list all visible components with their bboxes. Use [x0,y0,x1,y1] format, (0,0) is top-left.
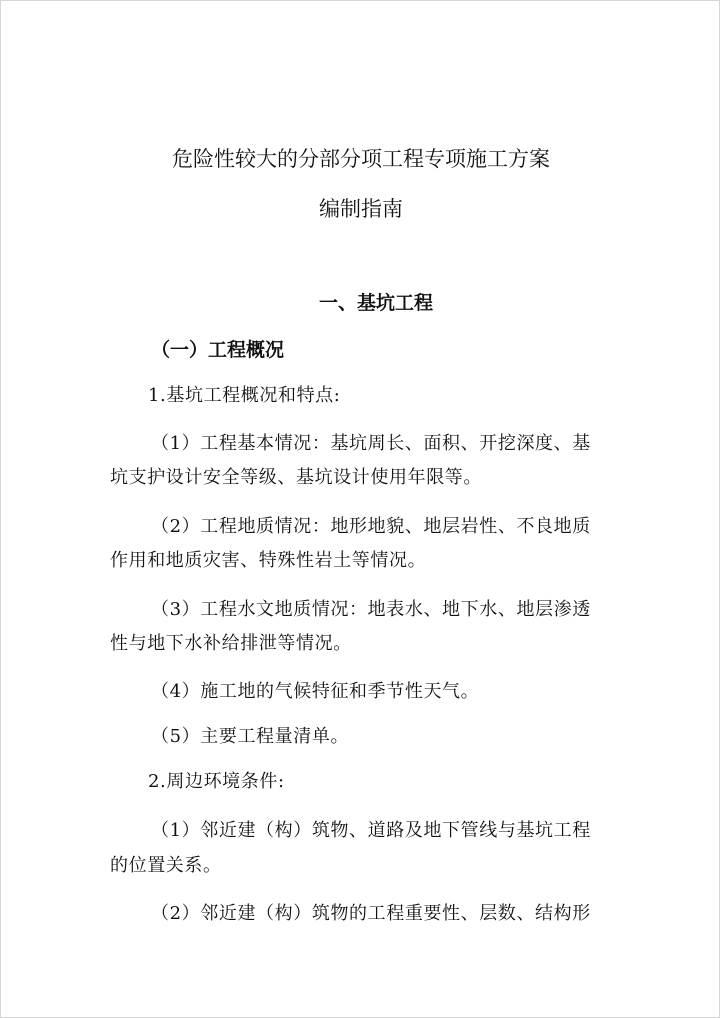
item-2-heading: 2.周边环境条件: [148,771,285,792]
section-heading-foundation-pit: 一、基坑工程 [319,292,434,314]
subsection-heading-overview: （一）工程概况 [151,339,285,361]
item-1-3-line-1: （3）工程水文地质情况：地表水、地下水、地层渗透 [151,599,591,620]
item-2-2-line-1: （2）邻近建（构）筑物的工程重要性、层数、结构形 [151,903,591,924]
item-1-2-line-2: 作用和地质灾害、特殊性岩土等情况。 [110,550,427,571]
item-2-1-line-1: （1）邻近建（构）筑物、道路及地下管线与基坑工程 [151,820,591,841]
item-1-heading: 1.基坑工程概况和特点: [148,385,341,406]
item-1-3-line-2: 性与地下水补给排泄等情况。 [110,633,352,654]
item-2-1-line-2: 的位置关系。 [110,855,222,876]
document-subtitle: 编制指南 [319,197,403,221]
item-1-4: （4）施工地的气候特征和季节性天气。 [151,681,480,702]
document-title: 危险性较大的分部分项工程专项施工方案 [172,147,550,171]
item-1-2-line-1: （2）工程地质情况：地形地貌、地层岩性、不良地质 [151,516,591,537]
item-1-1-line-2: 坑支护设计安全等级、基坑设计使用年限等。 [110,467,482,488]
item-1-1-line-1: （1）工程基本情况：基坑周长、面积、开挖深度、基 [151,433,591,454]
item-1-5: （5）主要工程量清单。 [151,726,350,747]
